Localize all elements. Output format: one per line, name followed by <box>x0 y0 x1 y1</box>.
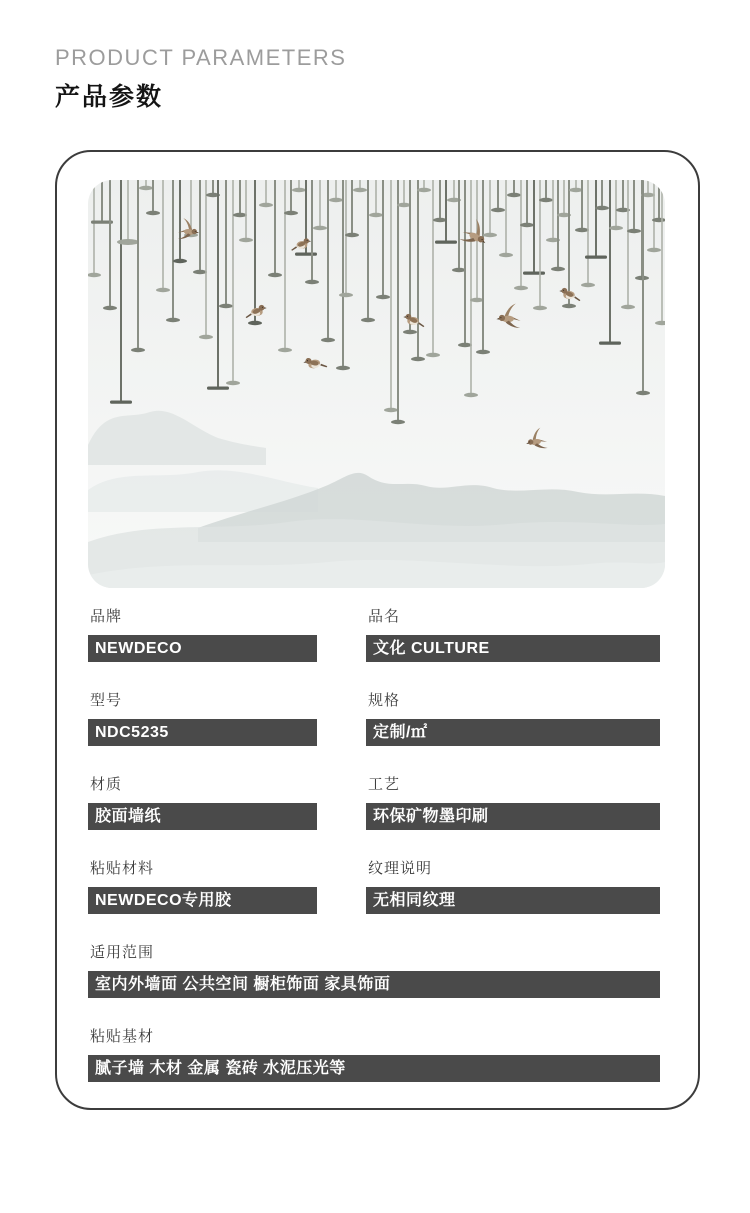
param-value-bar: 环保矿物墨印刷 <box>366 803 660 830</box>
param-value-bar: 室内外墙面 公共空间 橱柜饰面 家具饰面 <box>88 971 660 998</box>
param-value-bar: 定制/㎡ <box>366 719 660 746</box>
page-title-en: PRODUCT PARAMETERS <box>55 45 347 70</box>
param-label: 材质 <box>90 776 123 793</box>
param-label: 适用范围 <box>90 944 155 961</box>
param-field-scope <box>88 943 660 998</box>
page-header <box>55 45 750 112</box>
param-field-adhesive <box>88 859 317 914</box>
param-value-bar: NEWDECO <box>88 635 317 662</box>
page-title-cn: 产品参数 <box>55 83 164 111</box>
param-label: 粘贴材料 <box>90 860 155 877</box>
param-field-product-name <box>366 607 660 662</box>
param-field-texture <box>366 859 660 914</box>
param-value-bar: NDC5235 <box>88 719 317 746</box>
parameters-grid <box>57 588 698 1082</box>
param-field-craft <box>366 775 660 830</box>
param-label: 粘贴基材 <box>90 1028 155 1045</box>
param-value-bar: 文化 CULTURE <box>366 635 660 662</box>
param-field-material <box>88 775 317 830</box>
param-value-bar: 无相同纹理 <box>366 887 660 914</box>
param-field-model <box>88 691 317 746</box>
param-field-substrate <box>88 1027 660 1082</box>
param-label: 品牌 <box>90 608 123 625</box>
product-parameters-card <box>55 150 700 1110</box>
param-label: 工艺 <box>368 776 401 793</box>
param-value-bar: NEWDECO专用胶 <box>88 887 317 914</box>
param-label: 型号 <box>90 692 123 709</box>
param-value-bar: 腻子墙 木材 金属 瓷砖 水泥压光等 <box>88 1055 660 1082</box>
param-value-bar: 胶面墙纸 <box>88 803 317 830</box>
param-label: 品名 <box>368 608 401 625</box>
wallpaper-mural-svg <box>88 180 665 588</box>
param-label: 纹理说明 <box>368 860 433 877</box>
param-field-brand <box>88 607 317 662</box>
param-field-spec <box>366 691 660 746</box>
param-label: 规格 <box>368 692 401 709</box>
product-image <box>88 180 665 588</box>
